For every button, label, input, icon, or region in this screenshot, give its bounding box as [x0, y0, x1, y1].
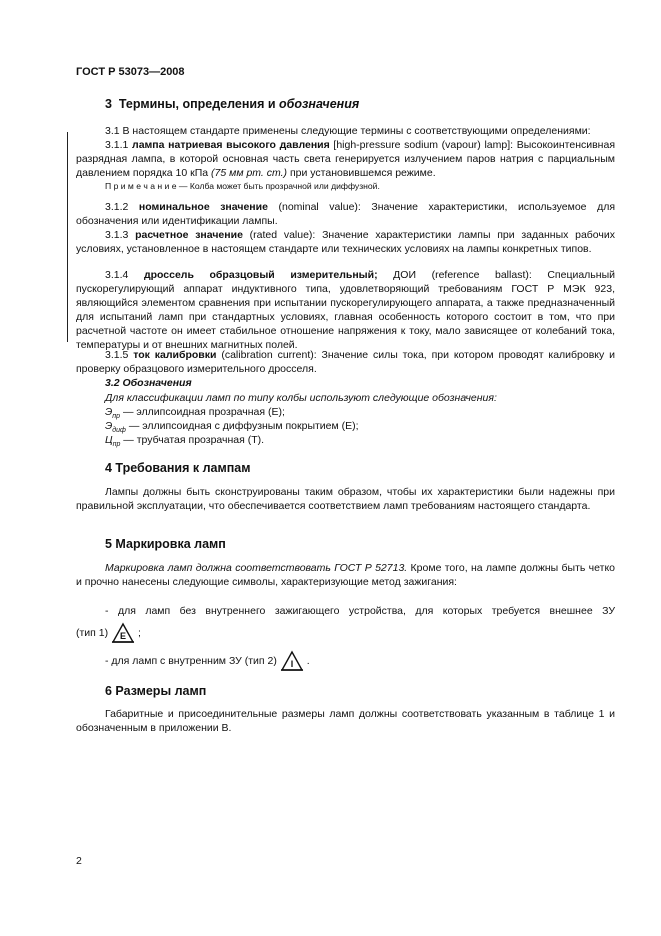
definition-text: (rated value): Значение характеристики лампы при заданных рабочих условиях, установленное в настоящем стандарте или технических условиях на лампы конкретных типов. [76, 229, 615, 255]
symbol-2-letter: I [290, 659, 294, 670]
paragraph-3-1-1 [76, 138, 615, 180]
item-2-end: . [303, 655, 310, 667]
term-rated-value: расчетное значение [135, 229, 243, 241]
section-3-number: 3 [105, 97, 112, 111]
term-calibration-current: ток калибровки [133, 349, 217, 361]
term-number: 3.1.5 [105, 349, 129, 361]
definition-italic: (75 мм рт. ст.) [211, 167, 288, 179]
term-number: 3.1.4 [105, 269, 129, 281]
term-number: 3.1.2 [105, 201, 129, 213]
type-2-label: - для ламп с внутренним ЗУ (тип 2) [105, 655, 277, 667]
designation-text: — эллипсоидная с диффузным покрытием (Е); [125, 420, 359, 432]
section-5-text-rest: Кроме того, на лампе должны быть четко и прочно нанесены следующие символы, характеризующие метод зажигания: [76, 562, 616, 588]
section-3-heading [105, 97, 359, 111]
internal-ignitor-symbol-icon [280, 650, 304, 672]
designation-subscript: пр [112, 441, 121, 449]
note [105, 181, 380, 191]
paragraph-3-1-3 [76, 228, 615, 256]
section-5-text-italic: Маркировка ламп должна соответствовать ГОСТ Р 52713. [105, 562, 408, 574]
section-5-text [76, 561, 615, 589]
definition-text: (nominal value): Значение характеристики, используемое для обозначения или идентификации лампы. [76, 201, 616, 227]
definition-text: [high-pressure sodium (vapour) lamp]: Высокоинтенсивная разрядная лампа, в которой основная часть света генерируется излучением паров натрия с парциальным давлением порядка 10 кПа [76, 139, 616, 179]
paragraph-3-1-4 [76, 268, 615, 352]
term-number: 3.1.3 [105, 229, 129, 241]
section-4-text: Лампы должны быть сконструированы таким образом, чтобы их характеристики были надежны при правильной эксплуатации, что обеспечивается соответствием ламп требованиям настоящего стандарта. [76, 486, 615, 512]
external-ignitor-symbol-icon [111, 622, 135, 644]
designation-subscript: диф [112, 427, 126, 435]
definition-text-end: при установившемся режиме. [287, 167, 436, 179]
designation-text: — эллипсоидная прозрачная (Е); [120, 406, 285, 418]
designations-intro: Для классификации ламп по типу колбы используют следующие обозначения: [105, 392, 497, 404]
note-label: П р и м е ч а н и е [105, 181, 177, 191]
section-6-text: Габаритные и присоединительные размеры ламп должны соответствовать указанным в таблице 1 и обозначенным в приложении В. [76, 708, 615, 734]
item-1-end: ; [135, 627, 141, 639]
type-1-label: (тип 1) [76, 627, 109, 639]
section-3-heading-main: Термины, определения и [118, 97, 279, 111]
section-5-heading: 5 Маркировка ламп [105, 537, 226, 551]
standard-header: ГОСТ Р 53073—2008 [76, 66, 185, 78]
designation-item [105, 433, 264, 452]
subsection-3-2-heading: 3.2 Обозначения [105, 377, 192, 389]
paragraph-3-1-5 [76, 348, 615, 376]
designation-text: — трубчатая прозрачная (Т). [120, 434, 265, 446]
designation-letter: Э [105, 406, 113, 418]
marking-item-1-line-2 [76, 622, 141, 644]
term-nominal-value: номинальное значение [138, 201, 268, 213]
section-6-heading: 6 Размеры ламп [105, 684, 207, 698]
symbol-1-letter: E [120, 631, 127, 642]
term-number: 3.1.1 [105, 139, 129, 151]
marking-item-2 [105, 650, 310, 672]
paragraph-3-1-2 [76, 200, 615, 228]
designation-letter: Э [105, 420, 113, 432]
page-number: 2 [76, 855, 82, 867]
revision-bar [67, 132, 68, 342]
designation-subscript: пр [112, 413, 121, 421]
term-hps-lamp: лампа натриевая высокого давления [132, 139, 330, 151]
note-text: — Колба может быть прозрачной или диффузной. [176, 181, 380, 191]
paragraph-3-1: 3.1 В настоящем стандарте применены следующие термины с соответствующими определениями: [105, 125, 591, 137]
definition-text: ДОИ (reference ballast): Специальный пускорегулирующий аппарат индуктивного типа, удовлетворяющий требованиям ГОСТ Р МЭК 923, являющийся элементом сравнения при испытании пускорегулирующего аппарата, а также предназначенный для испытаний ламп при стандартных условиях, главная особенность которого состоит в том, что при расчетной частоте он имеет стабильное отношение напряжения к току, мало зависящее от колебаний тока, температуры и от внешних магнитных полей. [76, 269, 615, 351]
section-3-heading-italic: обозначения [279, 97, 360, 111]
definition-text: (calibration current): Значение силы тока, при котором проводят калибровку и проверку образцового измерительного дросселя. [76, 349, 615, 375]
marking-item-1-line-1: - для ламп без внутреннего зажигающего устройства, для которых требуется внешнее ЗУ [105, 605, 615, 617]
section-4-heading: 4 Требования к лампам [105, 461, 251, 475]
term-reference-ballast: дроссель образцовый измерительный; [143, 269, 378, 281]
designation-letter: Ц [105, 434, 113, 446]
